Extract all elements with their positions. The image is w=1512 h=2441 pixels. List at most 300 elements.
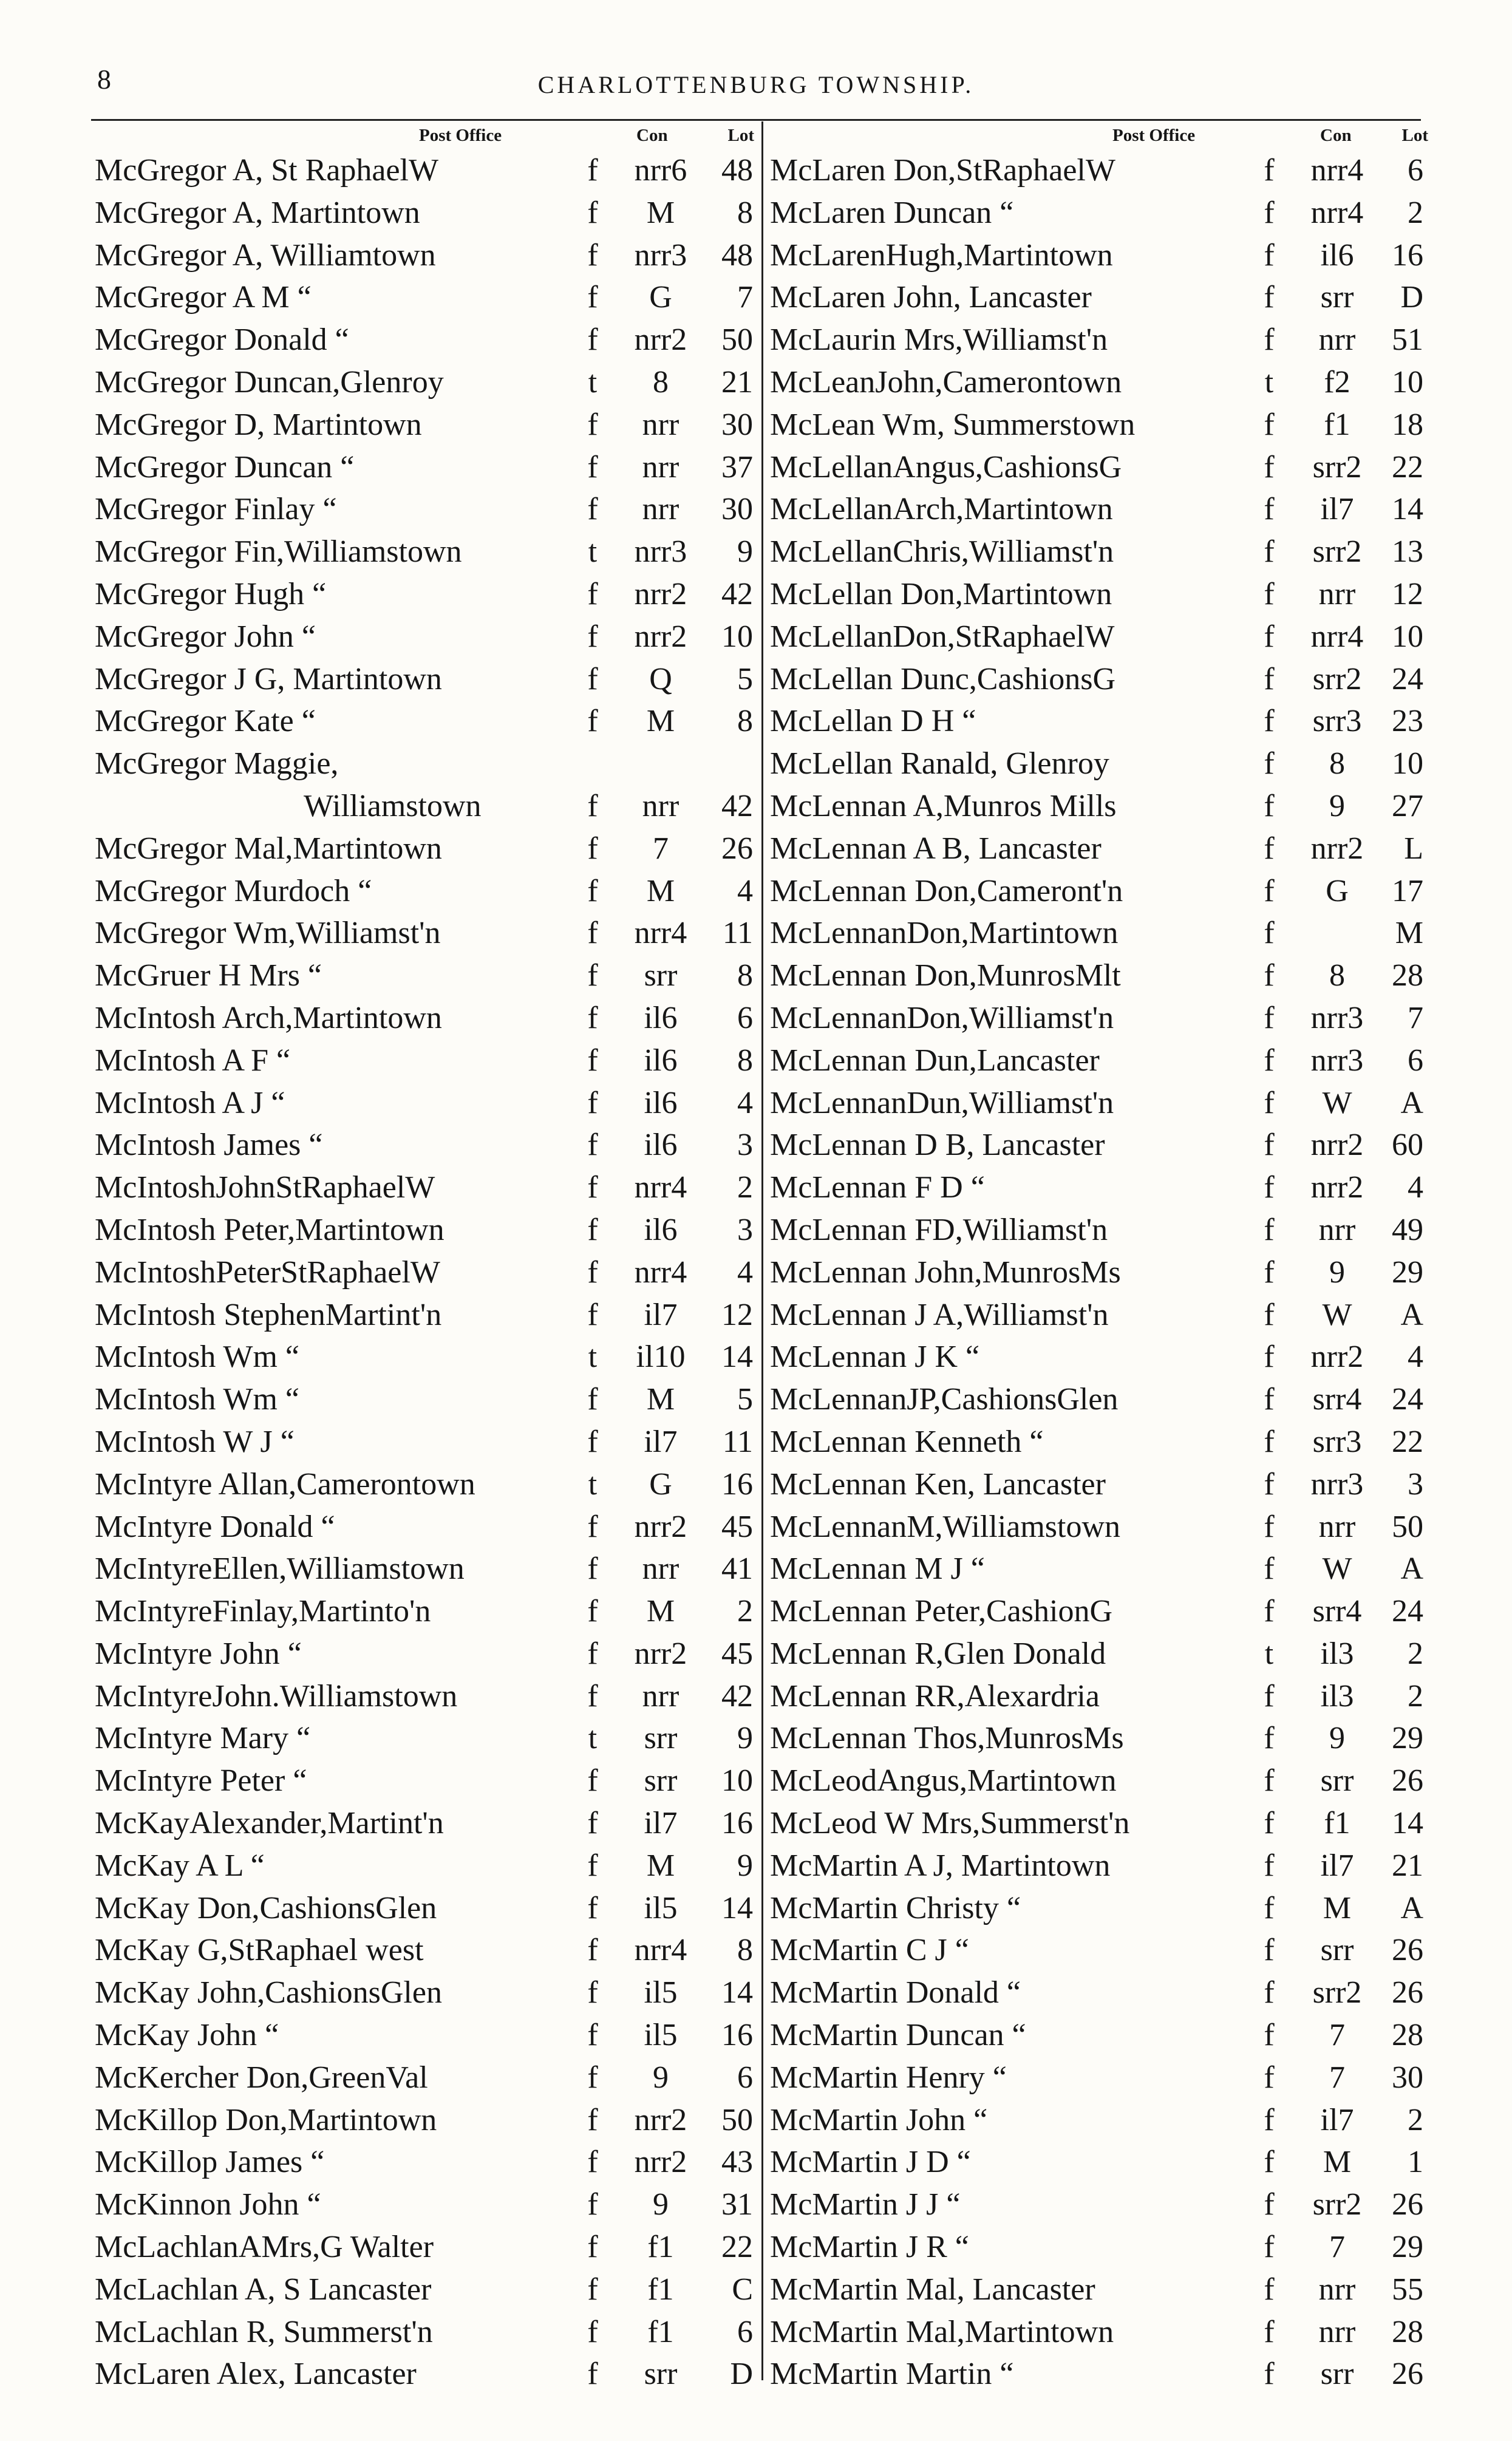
entry-concession: nrr2: [1310, 1128, 1364, 1163]
directory-entry: [766, 2311, 1428, 2354]
entry-freehold-tenant: f: [587, 195, 598, 230]
entry-name: McLennan Thos,MunrosMs: [770, 1721, 1124, 1756]
entry-concession: f1: [1324, 407, 1350, 442]
entry-name: McGregor A, Williamtown: [95, 237, 436, 273]
lot-header: Lot: [1401, 126, 1428, 145]
entry-concession: nrr3: [634, 534, 687, 570]
entry-concession: nrr4: [634, 1170, 687, 1205]
entry-lot: 24: [1392, 661, 1423, 696]
entry-concession: 9: [1329, 1721, 1345, 1756]
directory-entry: [91, 1717, 758, 1760]
entry-freehold-tenant: f: [1264, 2187, 1275, 2222]
entry-freehold-tenant: f: [1264, 407, 1275, 442]
entry-concession: 9: [653, 2187, 669, 2222]
entry-lot: 14: [721, 1975, 753, 2010]
entry-lot: 28: [1392, 2018, 1423, 2053]
entry-name: McLaren Don,StRaphaelW: [770, 153, 1115, 188]
entry-name: McMartin Donald “: [770, 1975, 1021, 2010]
directory-entry: [766, 955, 1428, 997]
directory-entry: [91, 1336, 758, 1378]
entry-lot: 9: [737, 534, 753, 570]
entry-name: McMartin C J “: [770, 1933, 969, 1968]
entry-lot: 10: [1392, 619, 1423, 654]
entry-lot: 8: [737, 195, 753, 230]
entry-lot: 6: [1408, 1043, 1423, 1078]
directory-entry: [766, 870, 1428, 913]
entry-name: McIntyreFinlay,Martinto'n: [95, 1594, 431, 1629]
directory-entry: [91, 1760, 758, 1802]
entry-name: McIntyre Mary “: [95, 1721, 311, 1756]
directory-entry: [766, 404, 1428, 446]
directory-entry: [91, 1166, 758, 1209]
entry-lot: 29: [1392, 1721, 1423, 1756]
entry-lot: 26: [1392, 2187, 1423, 2222]
entry-lot: 26: [1392, 2357, 1423, 2392]
directory-entry: [766, 785, 1428, 828]
entry-lot: 28: [1392, 958, 1423, 993]
entry-lot: 6: [737, 2314, 753, 2349]
entry-concession: il7: [1320, 1848, 1354, 1883]
entry-freehold-tenant: f: [587, 237, 598, 273]
entry-name: McKay Don,CashionsGlen: [95, 1890, 437, 1925]
entry-name: McLennan FD,Williamst'n: [770, 1212, 1108, 1247]
entry-concession: nrr2: [634, 1509, 687, 1544]
entry-name: McLellanArch,Martintown: [770, 492, 1113, 527]
entry-lot: 14: [1392, 1806, 1423, 1841]
entry-freehold-tenant: f: [587, 831, 598, 866]
entry-name: McLachlan A, S Lancaster: [95, 2272, 432, 2307]
entry-freehold-tenant: f: [587, 1170, 598, 1205]
entry-concession: srr: [1320, 1763, 1354, 1799]
entry-concession: 8: [1329, 958, 1345, 993]
entry-name: McLellan Don,Martintown: [770, 576, 1112, 611]
directory-entry: [766, 1421, 1428, 1463]
entry-name: McLennan Peter,CashionG: [770, 1594, 1113, 1629]
entry-freehold-tenant: f: [587, 2145, 598, 2180]
entry-concession: nrr2: [634, 619, 687, 654]
entry-concession: srr: [644, 958, 678, 993]
entry-lot: 42: [721, 788, 753, 823]
entry-name: McMartin A J, Martintown: [770, 1848, 1111, 1883]
entry-concession: 9: [1329, 1255, 1345, 1290]
entry-lot: 23: [1392, 704, 1423, 739]
entry-freehold-tenant: f: [587, 2102, 598, 2137]
entry-freehold-tenant: f: [587, 1636, 598, 1671]
entry-name: McKinnon John “: [95, 2187, 321, 2222]
entry-name: McIntyre John “: [95, 1636, 302, 1671]
lot-header: Lot: [727, 126, 754, 145]
entry-freehold-tenant: f: [1264, 1933, 1275, 1968]
entry-name: McLennan Don,MunrosMlt: [770, 958, 1121, 993]
directory-entry: [91, 276, 758, 319]
entry-name: McKayAlexander,Martint'n: [95, 1806, 444, 1841]
entry-freehold-tenant: f: [1264, 2230, 1275, 2265]
directory-entry: [91, 2014, 758, 2057]
entry-lot: 2: [737, 1594, 753, 1629]
entry-freehold-tenant: f: [587, 449, 598, 485]
entry-lot: 26: [721, 831, 753, 866]
entry-freehold-tenant: f: [1264, 576, 1275, 611]
entry-name: McIntosh Wm “: [95, 1340, 299, 1375]
entry-lot: 1: [1408, 2145, 1423, 2180]
directory-entry: [766, 2226, 1428, 2269]
entry-lot: 8: [737, 1933, 753, 1968]
directory-entry: [766, 1887, 1428, 1930]
entry-lot: 50: [721, 322, 753, 358]
entry-name: McGregor Fin,Williamstown: [95, 534, 462, 570]
entry-lot: 26: [1392, 1933, 1423, 1968]
entry-concession: nrr: [1318, 576, 1356, 611]
entry-freehold-tenant: f: [1264, 619, 1275, 654]
entry-lot: 26: [1392, 1763, 1423, 1799]
entry-concession: nrr2: [1310, 1170, 1364, 1205]
page-title: CHARLOTTENBURG TOWNSHIP.: [537, 71, 975, 98]
directory-entry: [91, 192, 758, 234]
entry-name: McIntyre Donald “: [95, 1509, 335, 1544]
entry-name: McIntosh James “: [95, 1128, 323, 1163]
entry-freehold-tenant: f: [1264, 237, 1275, 273]
entry-name: McIntoshPeterStRaphaelW: [95, 1255, 440, 1290]
entry-lot: 45: [721, 1636, 753, 1671]
entry-name: McIntosh A F “: [95, 1043, 291, 1078]
directory-entry: [766, 573, 1428, 616]
entry-freehold-tenant: f: [587, 1424, 598, 1459]
entry-freehold-tenant: f: [1264, 1340, 1275, 1375]
entry-concession: nrr2: [1310, 1340, 1364, 1375]
directory-entry: [91, 1548, 758, 1590]
entry-freehold-tenant: f: [1264, 2145, 1275, 2180]
entry-freehold-tenant: f: [587, 661, 598, 696]
entry-name: McKercher Don,GreenVal: [95, 2060, 428, 2095]
entry-concession: M: [646, 1382, 675, 1417]
entry-freehold-tenant: f: [587, 1212, 598, 1247]
entry-concession: il6: [644, 1128, 678, 1163]
entry-lot: 10: [721, 619, 753, 654]
entry-name: McGregor Duncan,Glenroy: [95, 364, 444, 400]
entry-name: McGregor Kate “: [95, 704, 316, 739]
entry-lot: 9: [737, 1721, 753, 1756]
entry-name: McLennan A,Munros Mills: [770, 788, 1117, 823]
directory-entry: [91, 1378, 758, 1421]
entry-lot: 42: [721, 576, 753, 611]
entry-name: McGregor John “: [95, 619, 316, 654]
entry-name: McKay John,CashionsGlen: [95, 1975, 442, 2010]
entry-lot: 21: [1392, 1848, 1423, 1883]
entry-lot: 12: [1392, 576, 1423, 611]
directory-entry: [91, 2057, 758, 2099]
entry-concession: nrr2: [1310, 831, 1364, 866]
entry-freehold-tenant: f: [587, 1509, 598, 1544]
right-column: [766, 121, 1428, 2395]
header-rule: [91, 119, 1421, 121]
entry-concession: nrr6: [634, 153, 687, 188]
entry-name: McMartin J R “: [770, 2230, 969, 2265]
directory-entry: [766, 2099, 1428, 2142]
entry-freehold-tenant: f: [587, 1297, 598, 1332]
entry-lot: 16: [1392, 237, 1423, 273]
entry-freehold-tenant: f: [587, 153, 598, 188]
entry-name: McLennan RR,Alexardria: [770, 1678, 1100, 1714]
directory-entry: [766, 319, 1428, 361]
directory-entry: [766, 658, 1428, 701]
entry-lot: 6: [1408, 153, 1423, 188]
directory-entry: [766, 616, 1428, 658]
entry-concession: nrr2: [634, 322, 687, 358]
entry-concession: M: [646, 704, 675, 739]
directory-entry: [766, 2353, 1428, 2395]
entry-concession: nrr3: [1310, 1466, 1364, 1502]
entry-freehold-tenant: f: [1264, 2314, 1275, 2349]
entry-concession: il5: [644, 2018, 678, 2053]
entry-freehold-tenant: f: [587, 1890, 598, 1925]
entry-lot: 2: [1408, 1636, 1423, 1671]
entry-lot: 41: [721, 1551, 753, 1587]
directory-entry: [91, 319, 758, 361]
entry-freehold-tenant: f: [587, 280, 598, 315]
directory-entry: [91, 531, 758, 573]
directory-entry: [766, 828, 1428, 870]
entry-name: McGregor A, St RaphaelW: [95, 153, 439, 188]
entry-concession: nrr3: [1310, 1000, 1364, 1035]
entry-freehold-tenant: f: [587, 2314, 598, 2349]
directory-entry: [91, 1802, 758, 1845]
directory-entry: [91, 2099, 758, 2142]
directory-entry: [91, 2311, 758, 2354]
entry-concession: il6: [1320, 237, 1354, 273]
entry-concession: srr4: [1312, 1594, 1362, 1629]
entry-name: McLennan Kenneth “: [770, 1424, 1044, 1459]
directory-entry: [91, 404, 758, 446]
entry-lot: 8: [737, 958, 753, 993]
directory-entry: [91, 1040, 758, 1082]
directory-entry: [91, 1590, 758, 1633]
entry-concession: nrr: [1318, 1509, 1356, 1544]
post-office-header: Post Office: [1112, 126, 1196, 145]
entry-freehold-tenant: f: [1264, 322, 1275, 358]
entry-lot: 10: [1392, 364, 1423, 400]
entry-name: McLennan R,Glen Donald: [770, 1636, 1106, 1671]
directory-entry: [91, 700, 758, 743]
directory-entry: [766, 2269, 1428, 2311]
entry-freehold-tenant: f: [1264, 2357, 1275, 2392]
directory-entry: [91, 828, 758, 870]
directory-entry: [91, 1082, 758, 1125]
entry-concession: il7: [644, 1806, 678, 1841]
entry-freehold-tenant: f: [587, 1382, 598, 1417]
entry-freehold-tenant: f: [587, 2018, 598, 2053]
entry-lot: 45: [721, 1509, 753, 1544]
directory-entry: [766, 1590, 1428, 1633]
entry-lot: 30: [721, 492, 753, 527]
directory-entry: [91, 1251, 758, 1294]
con-header: Con: [1320, 126, 1352, 145]
entry-name: McLennanM,Williamstown: [770, 1509, 1121, 1544]
entry-concession: 8: [1329, 746, 1345, 781]
entry-concession: nrr: [1318, 2272, 1356, 2307]
entry-freehold-tenant: f: [1264, 1000, 1275, 1035]
entry-name: McKillop Don,Martintown: [95, 2102, 437, 2137]
entry-name: McKay G,StRaphael west: [95, 1933, 424, 1968]
entry-freehold-tenant: f: [1264, 1509, 1275, 1544]
entry-name: McGregor Finlay “: [95, 492, 337, 527]
entry-freehold-tenant: t: [588, 1466, 598, 1502]
entry-freehold-tenant: f: [587, 1043, 598, 1078]
entry-lot: 7: [1408, 1000, 1423, 1035]
entry-freehold-tenant: f: [1264, 280, 1275, 315]
entry-lot: 10: [721, 1763, 753, 1799]
entry-freehold-tenant: f: [587, 1678, 598, 1714]
directory-entry: [91, 1421, 758, 1463]
entry-lot: 50: [721, 2102, 753, 2137]
entry-name: McMartin J J “: [770, 2187, 961, 2222]
entry-freehold-tenant: t: [588, 1721, 598, 1756]
entry-name: McMartin Duncan “: [770, 2018, 1026, 2053]
entry-freehold-tenant: f: [1264, 788, 1275, 823]
entry-freehold-tenant: t: [1264, 364, 1274, 400]
entry-name: McKillop James “: [95, 2145, 325, 2180]
entry-lot: 4: [737, 1255, 753, 1290]
entry-lot: 48: [721, 237, 753, 273]
entry-lot: 29: [1392, 1255, 1423, 1290]
entry-name: McIntosh StephenMartint'n: [95, 1297, 442, 1332]
entry-name: McLennanDun,Williamst'n: [770, 1085, 1114, 1120]
entry-concession: nrr: [642, 407, 679, 442]
entry-freehold-tenant: f: [587, 1085, 598, 1120]
entry-lot: A: [1400, 1890, 1423, 1925]
entry-lot: 24: [1392, 1594, 1423, 1629]
entry-name: McGregor Wm,Williamst'n: [95, 916, 441, 951]
entry-concession: nrr3: [1310, 1043, 1364, 1078]
entry-freehold-tenant: t: [588, 1340, 598, 1375]
directory-entry: [91, 1633, 758, 1675]
entry-lot: 8: [737, 1043, 753, 1078]
entry-concession: M: [646, 873, 675, 908]
entry-freehold-tenant: f: [587, 1128, 598, 1163]
entry-lot: 22: [721, 2230, 753, 2265]
entry-lot: 29: [1392, 2230, 1423, 2265]
entry-freehold-tenant: f: [1264, 195, 1275, 230]
entry-concession: srr3: [1312, 704, 1362, 739]
directory-entry: [766, 1548, 1428, 1590]
entry-freehold-tenant: f: [1264, 1297, 1275, 1332]
entry-freehold-tenant: f: [1264, 661, 1275, 696]
entry-concession: nrr4: [634, 1255, 687, 1290]
directory-entry: [766, 1378, 1428, 1421]
entry-freehold-tenant: f: [1264, 1763, 1275, 1799]
entry-concession: il7: [644, 1297, 678, 1332]
entry-freehold-tenant: f: [1264, 2060, 1275, 2095]
entry-name: McKay A L “: [95, 1848, 265, 1883]
entry-freehold-tenant: f: [1264, 1255, 1275, 1290]
entry-name: McLaren John, Lancaster: [770, 280, 1092, 315]
entry-name: McLellanDon,StRaphaelW: [770, 619, 1115, 654]
entry-name: McLeod W Mrs,Summerst'n: [770, 1806, 1130, 1841]
directory-entry: [766, 2014, 1428, 2057]
entry-lot: 14: [721, 1340, 753, 1375]
entry-name: McIntyreJohn.Williamstown: [95, 1678, 458, 1714]
entry-lot: 60: [1392, 1128, 1423, 1163]
entry-freehold-tenant: f: [1264, 1721, 1275, 1756]
directory-entry: [766, 1717, 1428, 1760]
entry-concession: f1: [647, 2230, 674, 2265]
directory-entry: [766, 1760, 1428, 1802]
entry-lot: 30: [1392, 2060, 1423, 2095]
entry-concession: il6: [644, 1212, 678, 1247]
entry-concession: nrr: [1318, 2314, 1356, 2349]
entry-freehold-tenant: f: [587, 1000, 598, 1035]
entry-name: McMartin Martin “: [770, 2357, 1014, 2392]
entry-name: McLellan Dunc,CashionsG: [770, 661, 1116, 696]
entry-freehold-tenant: f: [587, 1551, 598, 1587]
entry-name: McGregor A, Martintown: [95, 195, 420, 230]
entry-freehold-tenant: f: [1264, 1975, 1275, 2010]
entry-name: McLaren Alex, Lancaster: [95, 2357, 417, 2392]
entry-freehold-tenant: f: [587, 492, 598, 527]
entry-name: McGregor Murdoch “: [95, 873, 372, 908]
entry-lot: 16: [721, 1466, 753, 1502]
entry-concession: f2: [1324, 364, 1350, 400]
entry-concession: srr2: [1312, 2187, 1362, 2222]
directory-entry: [91, 446, 758, 489]
entry-name: McGregor D, Martintown: [95, 407, 422, 442]
entry-freehold-tenant: f: [1264, 746, 1275, 781]
entry-freehold-tenant: f: [1264, 1128, 1275, 1163]
entry-concession: il3: [1320, 1636, 1354, 1671]
entry-lot: 2: [1408, 1678, 1423, 1714]
entry-lot: 11: [722, 1424, 753, 1459]
directory-entry: [91, 955, 758, 997]
entry-concession: G: [649, 280, 672, 315]
directory-entry: [91, 573, 758, 616]
entry-lot: A: [1400, 1297, 1423, 1332]
entry-name: Williamstown: [304, 788, 482, 823]
directory-entry: [91, 1887, 758, 1930]
entry-concession: nrr4: [1310, 195, 1364, 230]
entry-concession: srr: [644, 1763, 678, 1799]
entry-concession: M: [1323, 2145, 1352, 2180]
directory-entry: [766, 2057, 1428, 2099]
entry-concession: M: [646, 1594, 675, 1629]
entry-lot: 30: [721, 407, 753, 442]
directory-entry: [91, 2141, 758, 2184]
entry-freehold-tenant: f: [587, 2357, 598, 2392]
entry-concession: nrr2: [634, 1636, 687, 1671]
entry-concession: 9: [653, 2060, 669, 2095]
entry-lot: A: [1400, 1085, 1423, 1120]
entry-lot: 6: [737, 1000, 753, 1035]
entry-name: McIntosh Arch,Martintown: [95, 1000, 442, 1035]
directory-entry: [766, 743, 1428, 785]
entry-lot: 13: [1392, 534, 1423, 570]
directory-entry: [766, 1802, 1428, 1845]
directory-entry: [91, 1929, 758, 1972]
entry-name: McLeanJohn,Camerontown: [770, 364, 1122, 400]
entry-name: McIntosh A J “: [95, 1085, 285, 1120]
entry-name: McLennanDon,Martintown: [770, 916, 1119, 951]
entry-name: McMartin John “: [770, 2102, 988, 2137]
entry-lot: 24: [1392, 1382, 1423, 1417]
directory-entry: [766, 997, 1428, 1040]
directory-entry: [766, 1633, 1428, 1675]
entry-lot: 11: [722, 916, 753, 951]
entry-name: McLarenHugh,Martintown: [770, 237, 1113, 273]
entry-name: McIntyre Peter “: [95, 1763, 307, 1799]
entry-freehold-tenant: f: [1264, 1890, 1275, 1925]
entry-name: McLennan John,MunrosMs: [770, 1255, 1121, 1290]
directory-entry: [766, 488, 1428, 531]
entry-concession: il7: [1320, 2102, 1354, 2137]
entry-concession: 8: [653, 364, 669, 400]
